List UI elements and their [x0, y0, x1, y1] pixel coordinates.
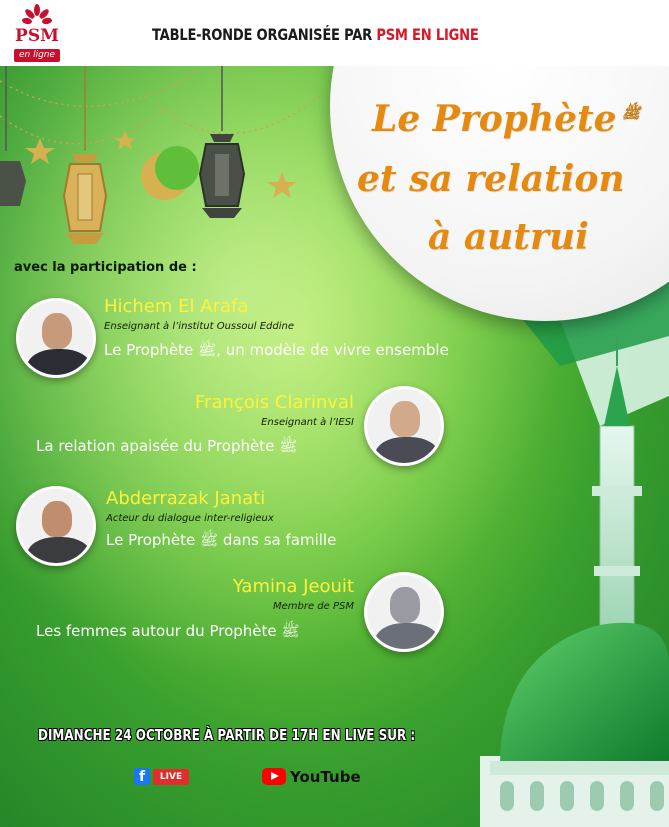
- header-title: [152, 25, 479, 44]
- speaker-topic: Le Prophète ﷺ, un modèle de vivre ensemble: [104, 341, 449, 359]
- avatar: [364, 572, 444, 652]
- avatar: [364, 386, 444, 466]
- participation-label: avec la participation de :: [14, 260, 197, 275]
- header-prefix: TABLE-RONDE ORGANISÉE PAR: [152, 25, 373, 44]
- title-line-3: à autrui: [428, 216, 589, 258]
- facebook-icon[interactable]: f: [134, 768, 150, 785]
- facebook-live-badge[interactable]: LIVE: [153, 769, 189, 785]
- poster: [0, 66, 669, 827]
- avatar: [16, 486, 96, 566]
- speaker-role: Enseignant à l’institut Oussoul Eddine: [104, 321, 295, 332]
- logo-text: PSM: [15, 26, 59, 46]
- speaker-role: Acteur du dialogue inter-religieux: [106, 513, 274, 524]
- header-bar: [0, 0, 669, 66]
- header-organizer: PSM EN LIGNE: [376, 25, 479, 44]
- speaker-role: Enseignant à l’IESI: [261, 417, 354, 428]
- speaker-name: Hichem El Arafa: [104, 296, 249, 317]
- speaker-name: Yamina Jeouit: [232, 576, 354, 597]
- speaker-topic: Les femmes autour du Prophète ﷺ: [36, 622, 300, 640]
- speaker-role: Membre de PSM: [273, 601, 354, 612]
- youtube-icon[interactable]: [262, 768, 286, 785]
- title-line-1: Le Prophète $^ﷺ$: [372, 98, 640, 140]
- title-line-2: et sa relation: [357, 158, 625, 200]
- logo-subtext: en ligne: [14, 49, 60, 62]
- event-date: DIMANCHE 24 OCTOBRE À PARTIR DE 17H EN LIVE SUR :: [38, 726, 416, 744]
- speaker-name: François Clarinval: [195, 392, 354, 413]
- psm-logo: [8, 4, 66, 64]
- youtube-label[interactable]: YouTube: [290, 768, 361, 786]
- avatar: [16, 298, 96, 378]
- speaker-topic: La relation apaisée du Prophète ﷺ: [36, 437, 298, 455]
- speaker-topic: Le Prophète ﷺ dans sa famille: [106, 531, 337, 549]
- saw-glyph: ﷺ: [616, 104, 640, 122]
- speaker-name: Abderrazak Janati: [106, 488, 266, 509]
